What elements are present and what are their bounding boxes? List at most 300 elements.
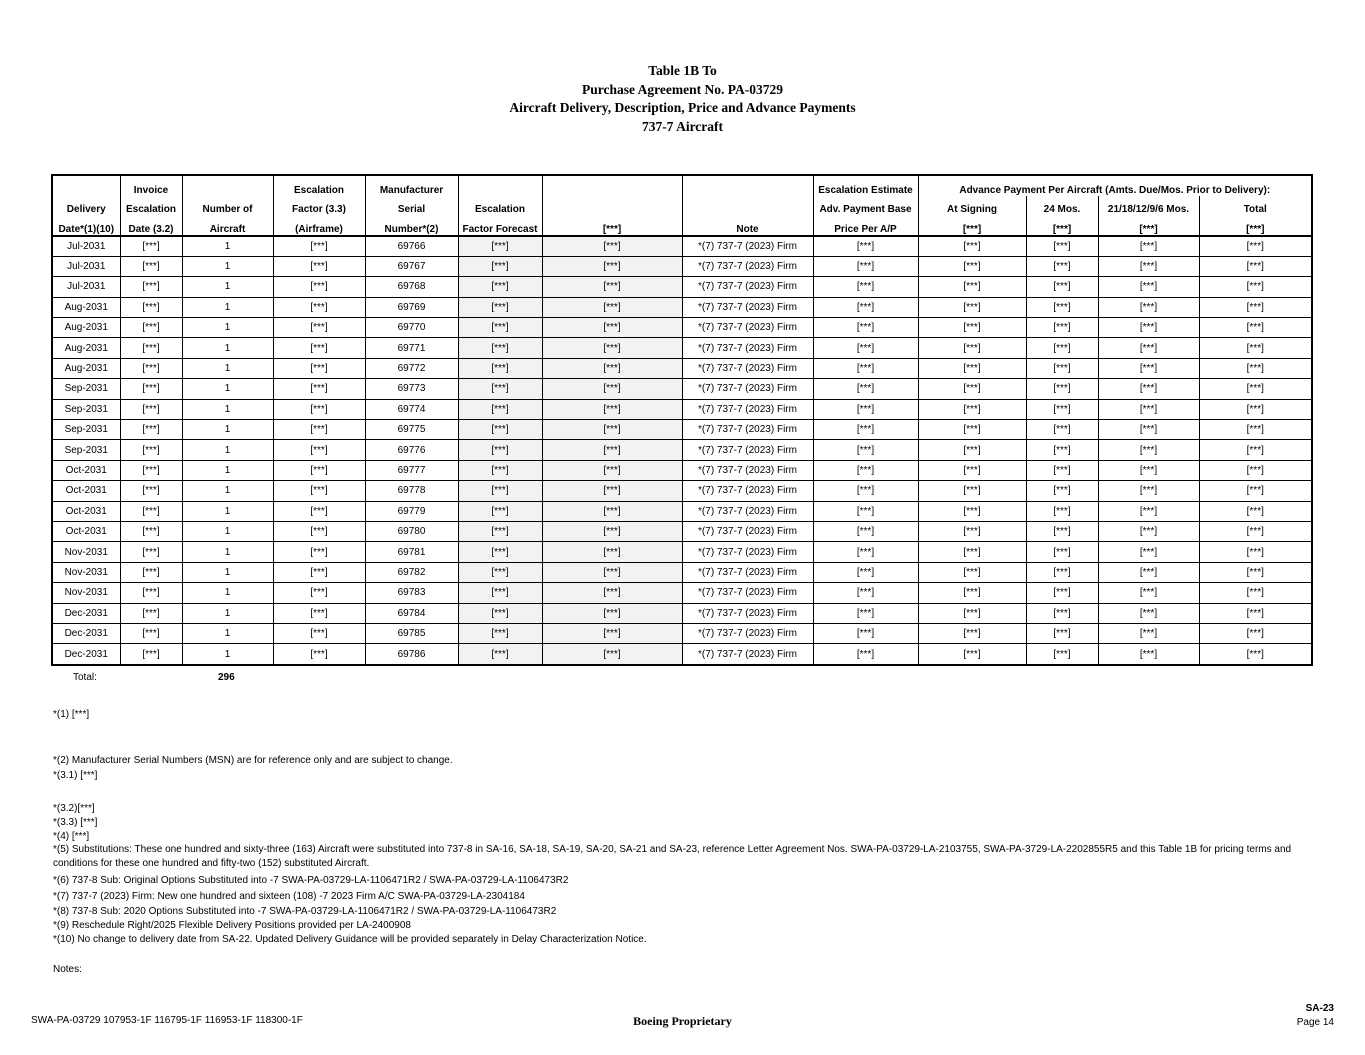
cell-date: Nov-2031 — [52, 583, 120, 603]
cell-at-signing: [***] — [918, 338, 1026, 358]
cell-at-signing: [***] — [918, 358, 1026, 378]
cell-aircraft-count: 1 — [182, 256, 273, 276]
header-invoice-2: Escalation — [120, 196, 182, 216]
cell-invoice-date: [***] — [120, 256, 182, 276]
title-line-4: 737-7 Aircraft — [641, 118, 724, 134]
cell-escalation-forecast: [***] — [458, 318, 542, 338]
header-row-1 — [52, 175, 1312, 196]
cell-date: Aug-2031 — [52, 297, 120, 317]
cell-aircraft-count: 1 — [182, 603, 273, 623]
footer-page-number: Page 14 — [1296, 1017, 1334, 1028]
cell-escalation-forecast: [***] — [458, 440, 542, 460]
cell-redacted-value: [***] — [542, 583, 682, 603]
cell-note: *(7) 737-7 (2023) Firm — [682, 358, 813, 378]
cell-price-per-ap: [***] — [813, 256, 918, 276]
cell-escalation-factor: [***] — [273, 358, 365, 378]
cell-invoice-date: [***] — [120, 542, 182, 562]
cell-aircraft-count: 1 — [182, 562, 273, 582]
cell-escalation-forecast: [***] — [458, 338, 542, 358]
cell-total: [***] — [1199, 338, 1312, 358]
title-line-1: Table 1B To — [648, 63, 717, 78]
cell-total: [***] — [1199, 583, 1312, 603]
cell-escalation-factor: [***] — [273, 583, 365, 603]
cell-redacted-value: [***] — [542, 542, 682, 562]
cell-escalation-forecast: [***] — [458, 399, 542, 419]
cell-invoice-date: [***] — [120, 623, 182, 643]
cell-serial-number: 69772 — [365, 358, 458, 378]
footnote-6: *(6) 737-8 Sub: Original Options Substituted into -7 SWA-PA-03729-LA-1106471R2 / SWA-PA-03729-LA-1106473R2 — [53, 875, 569, 886]
footer-proprietary: Boeing Proprietary — [633, 1014, 732, 1028]
cell-24-mos: [***] — [1026, 297, 1098, 317]
cell-escalation-factor: [***] — [273, 644, 365, 665]
cell-escalation-factor: [***] — [273, 236, 365, 257]
header-note-1 — [682, 175, 813, 196]
cell-multi-mos: [***] — [1098, 338, 1199, 358]
cell-multi-mos: [***] — [1098, 644, 1199, 665]
cell-total: [***] — [1199, 277, 1312, 297]
cell-redacted-value: [***] — [542, 338, 682, 358]
cell-escalation-forecast: [***] — [458, 644, 542, 665]
cell-serial-number: 69785 — [365, 623, 458, 643]
cell-24-mos: [***] — [1026, 338, 1098, 358]
cell-at-signing: [***] — [918, 481, 1026, 501]
cell-note: *(7) 737-7 (2023) Firm — [682, 583, 813, 603]
table-row — [52, 623, 1312, 643]
cell-price-per-ap: [***] — [813, 318, 918, 338]
table-row — [52, 358, 1312, 378]
cell-redacted-value: [***] — [542, 379, 682, 399]
table-row — [52, 256, 1312, 276]
cell-price-per-ap: [***] — [813, 399, 918, 419]
header-esc-forecast-2: Escalation — [458, 196, 542, 216]
cell-at-signing: [***] — [918, 318, 1026, 338]
cell-date: Sep-2031 — [52, 399, 120, 419]
cell-note: *(7) 737-7 (2023) Firm — [682, 623, 813, 643]
cell-24-mos: [***] — [1026, 460, 1098, 480]
cell-at-signing: [***] — [918, 542, 1026, 562]
cell-serial-number: 69777 — [365, 460, 458, 480]
cell-escalation-factor: [***] — [273, 318, 365, 338]
cell-price-per-ap: [***] — [813, 236, 918, 257]
cell-invoice-date: [***] — [120, 277, 182, 297]
header-redacted-1 — [542, 175, 682, 196]
cell-total: [***] — [1199, 623, 1312, 643]
cell-note: *(7) 737-7 (2023) Firm — [682, 542, 813, 562]
cell-total: [***] — [1199, 501, 1312, 521]
delivery-table — [51, 174, 1313, 666]
cell-note: *(7) 737-7 (2023) Firm — [682, 481, 813, 501]
cell-aircraft-count: 1 — [182, 236, 273, 257]
cell-price-per-ap: [***] — [813, 338, 918, 358]
cell-serial-number: 69781 — [365, 542, 458, 562]
table-row — [52, 440, 1312, 460]
cell-redacted-value: [***] — [542, 420, 682, 440]
cell-redacted-value: [***] — [542, 358, 682, 378]
cell-24-mos: [***] — [1026, 501, 1098, 521]
footnote-4: *(4) [***] — [53, 831, 90, 842]
cell-serial-number: 69780 — [365, 521, 458, 541]
cell-serial-number: 69782 — [365, 562, 458, 582]
cell-price-per-ap: [***] — [813, 542, 918, 562]
cell-at-signing: [***] — [918, 460, 1026, 480]
cell-multi-mos: [***] — [1098, 399, 1199, 419]
footnote-9: *(9) Reschedule Right/2025 Flexible Delivery Positions provided per LA-2400908 — [53, 920, 411, 931]
cell-multi-mos: [***] — [1098, 256, 1199, 276]
header-total: Total — [1199, 196, 1312, 216]
cell-serial-number: 69766 — [365, 236, 458, 257]
footnote-3-1: *(3.1) [***] — [53, 770, 98, 781]
cell-date: Nov-2031 — [52, 542, 120, 562]
footnote-8: *(8) 737-8 Sub: 2020 Options Substituted into -7 SWA-PA-03729-LA-1106471R2 / SWA-PA-03729-LA-1106473R2 — [53, 906, 557, 917]
header-note-3: Note — [682, 215, 813, 236]
cell-escalation-forecast: [***] — [458, 236, 542, 257]
cell-redacted-value: [***] — [542, 236, 682, 257]
cell-escalation-forecast: [***] — [458, 379, 542, 399]
header-24-mos-redacted: [***] — [1026, 215, 1098, 236]
table-row — [52, 481, 1312, 501]
cell-note: *(7) 737-7 (2023) Firm — [682, 521, 813, 541]
cell-note: *(7) 737-7 (2023) Firm — [682, 603, 813, 623]
cell-24-mos: [***] — [1026, 399, 1098, 419]
table-row — [52, 277, 1312, 297]
cell-serial-number: 69776 — [365, 440, 458, 460]
footer-page-info — [1297, 1002, 1334, 1030]
cell-invoice-date: [***] — [120, 521, 182, 541]
cell-escalation-factor: [***] — [273, 338, 365, 358]
cell-multi-mos: [***] — [1098, 358, 1199, 378]
cell-at-signing: [***] — [918, 623, 1026, 643]
cell-escalation-factor: [***] — [273, 440, 365, 460]
cell-note: *(7) 737-7 (2023) Firm — [682, 236, 813, 257]
cell-invoice-date: [***] — [120, 603, 182, 623]
footnote-5: *(5) Substitutions: These one hundred and sixty-three (163) Aircraft were substituted into 737-8 in SA-16, SA-18, SA-19, SA-20, SA-21 and SA-23, reference Letter Agreement Nos. SWA-PA-03729-LA-2103755, SWA-PA-3729-LA-2202855R5 and this Table 1B for pricing terms and conditions for these one hundred and fifty-two (152) substituted Aircraft. — [53, 844, 1292, 869]
cell-24-mos: [***] — [1026, 623, 1098, 643]
cell-escalation-factor: [***] — [273, 603, 365, 623]
cell-escalation-forecast: [***] — [458, 501, 542, 521]
cell-at-signing: [***] — [918, 379, 1026, 399]
cell-price-per-ap: [***] — [813, 440, 918, 460]
cell-invoice-date: [***] — [120, 379, 182, 399]
cell-aircraft-count: 1 — [182, 297, 273, 317]
cell-escalation-forecast: [***] — [458, 542, 542, 562]
cell-multi-mos: [***] — [1098, 623, 1199, 643]
cell-total: [***] — [1199, 562, 1312, 582]
cell-date: Oct-2031 — [52, 460, 120, 480]
cell-escalation-forecast: [***] — [458, 521, 542, 541]
cell-total: [***] — [1199, 318, 1312, 338]
notes-label: Notes: — [53, 964, 82, 975]
table-row — [52, 603, 1312, 623]
cell-aircraft-count: 1 — [182, 501, 273, 521]
cell-24-mos: [***] — [1026, 521, 1098, 541]
cell-aircraft-count: 1 — [182, 420, 273, 440]
header-delivery-3: Date*(1)(10) — [52, 215, 120, 236]
table-row — [52, 583, 1312, 603]
cell-multi-mos: [***] — [1098, 318, 1199, 338]
cell-escalation-factor: [***] — [273, 379, 365, 399]
cell-at-signing: [***] — [918, 420, 1026, 440]
cell-escalation-forecast: [***] — [458, 562, 542, 582]
header-multi-mos-redacted: [***] — [1098, 215, 1199, 236]
footer-reference: SWA-PA-03729 107953-1F 116795-1F 116953-1F 118300-1F — [31, 1015, 303, 1026]
cell-total: [***] — [1199, 399, 1312, 419]
cell-invoice-date: [***] — [120, 338, 182, 358]
cell-multi-mos: [***] — [1098, 603, 1199, 623]
cell-multi-mos: [***] — [1098, 562, 1199, 582]
header-number-2: Number of — [182, 196, 273, 216]
header-msn-2: Serial — [365, 196, 458, 216]
cell-multi-mos: [***] — [1098, 440, 1199, 460]
header-esc-factor-3: (Airframe) — [273, 215, 365, 236]
cell-at-signing: [***] — [918, 583, 1026, 603]
cell-price-per-ap: [***] — [813, 521, 918, 541]
cell-total: [***] — [1199, 379, 1312, 399]
cell-price-per-ap: [***] — [813, 460, 918, 480]
cell-multi-mos: [***] — [1098, 481, 1199, 501]
cell-invoice-date: [***] — [120, 420, 182, 440]
cell-aircraft-count: 1 — [182, 338, 273, 358]
total-label: Total: — [73, 672, 97, 683]
cell-redacted-value: [***] — [542, 562, 682, 582]
header-esc-factor-2: Factor (3.3) — [273, 196, 365, 216]
header-esc-estimate-3: Price Per A/P — [813, 215, 918, 236]
cell-aircraft-count: 1 — [182, 583, 273, 603]
cell-aircraft-count: 1 — [182, 358, 273, 378]
header-multi-mos: 21/18/12/9/6 Mos. — [1098, 196, 1199, 216]
cell-escalation-forecast: [***] — [458, 481, 542, 501]
cell-note: *(7) 737-7 (2023) Firm — [682, 460, 813, 480]
cell-serial-number: 69783 — [365, 583, 458, 603]
header-at-signing: At Signing — [918, 196, 1026, 216]
cell-price-per-ap: [***] — [813, 379, 918, 399]
cell-aircraft-count: 1 — [182, 481, 273, 501]
cell-redacted-value: [***] — [542, 623, 682, 643]
cell-price-per-ap: [***] — [813, 481, 918, 501]
cell-note: *(7) 737-7 (2023) Firm — [682, 562, 813, 582]
cell-at-signing: [***] — [918, 236, 1026, 257]
cell-note: *(7) 737-7 (2023) Firm — [682, 338, 813, 358]
cell-24-mos: [***] — [1026, 358, 1098, 378]
cell-at-signing: [***] — [918, 297, 1026, 317]
cell-at-signing: [***] — [918, 440, 1026, 460]
cell-multi-mos: [***] — [1098, 542, 1199, 562]
header-redacted-2 — [542, 196, 682, 216]
header-advance-payment-group: Advance Payment Per Aircraft (Amts. Due/Mos. Prior to Delivery): — [918, 175, 1312, 196]
cell-aircraft-count: 1 — [182, 542, 273, 562]
cell-24-mos: [***] — [1026, 583, 1098, 603]
cell-invoice-date: [***] — [120, 358, 182, 378]
cell-serial-number: 69771 — [365, 338, 458, 358]
table-row — [52, 236, 1312, 257]
cell-invoice-date: [***] — [120, 318, 182, 338]
cell-serial-number: 69779 — [365, 501, 458, 521]
cell-24-mos: [***] — [1026, 256, 1098, 276]
cell-escalation-factor: [***] — [273, 297, 365, 317]
table-row — [52, 501, 1312, 521]
cell-redacted-value: [***] — [542, 256, 682, 276]
cell-24-mos: [***] — [1026, 562, 1098, 582]
cell-24-mos: [***] — [1026, 481, 1098, 501]
cell-price-per-ap: [***] — [813, 501, 918, 521]
table-row — [52, 562, 1312, 582]
cell-price-per-ap: [***] — [813, 583, 918, 603]
cell-total: [***] — [1199, 644, 1312, 665]
cell-date: Sep-2031 — [52, 379, 120, 399]
cell-price-per-ap: [***] — [813, 644, 918, 665]
cell-aircraft-count: 1 — [182, 521, 273, 541]
cell-multi-mos: [***] — [1098, 236, 1199, 257]
cell-multi-mos: [***] — [1098, 521, 1199, 541]
cell-escalation-forecast: [***] — [458, 277, 542, 297]
cell-redacted-value: [***] — [542, 644, 682, 665]
cell-escalation-factor: [***] — [273, 277, 365, 297]
table-row — [52, 399, 1312, 419]
total-value: 296 — [218, 672, 235, 683]
cell-serial-number: 69768 — [365, 277, 458, 297]
cell-total: [***] — [1199, 521, 1312, 541]
cell-redacted-value: [***] — [542, 460, 682, 480]
header-number-3: Aircraft — [182, 215, 273, 236]
footnote-1: *(1) [***] — [53, 709, 90, 720]
cell-serial-number: 69786 — [365, 644, 458, 665]
cell-serial-number: 69778 — [365, 481, 458, 501]
header-number-1 — [182, 175, 273, 196]
title-line-3: Aircraft Delivery, Description, Price and Advance Payments — [509, 100, 856, 115]
cell-multi-mos: [***] — [1098, 460, 1199, 480]
cell-multi-mos: [***] — [1098, 501, 1199, 521]
cell-escalation-factor: [***] — [273, 562, 365, 582]
cell-price-per-ap: [***] — [813, 297, 918, 317]
cell-invoice-date: [***] — [120, 562, 182, 582]
cell-aircraft-count: 1 — [182, 644, 273, 665]
cell-redacted-value: [***] — [542, 603, 682, 623]
cell-at-signing: [***] — [918, 277, 1026, 297]
cell-aircraft-count: 1 — [182, 318, 273, 338]
cell-total: [***] — [1199, 542, 1312, 562]
cell-invoice-date: [***] — [120, 481, 182, 501]
cell-price-per-ap: [***] — [813, 562, 918, 582]
cell-escalation-forecast: [***] — [458, 297, 542, 317]
cell-24-mos: [***] — [1026, 603, 1098, 623]
cell-date: Dec-2031 — [52, 603, 120, 623]
cell-invoice-date: [***] — [120, 399, 182, 419]
cell-date: Jul-2031 — [52, 277, 120, 297]
cell-note: *(7) 737-7 (2023) Firm — [682, 297, 813, 317]
cell-date: Dec-2031 — [52, 623, 120, 643]
cell-redacted-value: [***] — [542, 481, 682, 501]
cell-total: [***] — [1199, 420, 1312, 440]
table-row — [52, 521, 1312, 541]
table-row — [52, 644, 1312, 665]
footer-sa: SA-23 — [1305, 1003, 1334, 1014]
cell-date: Aug-2031 — [52, 358, 120, 378]
cell-escalation-forecast: [***] — [458, 603, 542, 623]
cell-serial-number: 69775 — [365, 420, 458, 440]
cell-date: Oct-2031 — [52, 481, 120, 501]
cell-24-mos: [***] — [1026, 318, 1098, 338]
cell-at-signing: [***] — [918, 562, 1026, 582]
header-invoice-1: Invoice — [120, 175, 182, 196]
cell-aircraft-count: 1 — [182, 379, 273, 399]
cell-date: Aug-2031 — [52, 318, 120, 338]
cell-aircraft-count: 1 — [182, 399, 273, 419]
cell-24-mos: [***] — [1026, 542, 1098, 562]
footnote-10: *(10) No change to delivery date from SA-22. Updated Delivery Guidance will be provided separately in Delay Characterization Notice. — [53, 934, 647, 945]
cell-total: [***] — [1199, 256, 1312, 276]
cell-multi-mos: [***] — [1098, 297, 1199, 317]
table-row — [52, 318, 1312, 338]
cell-escalation-factor: [***] — [273, 256, 365, 276]
cell-escalation-factor: [***] — [273, 521, 365, 541]
cell-escalation-forecast: [***] — [458, 583, 542, 603]
cell-redacted-value: [***] — [542, 297, 682, 317]
cell-date: Sep-2031 — [52, 440, 120, 460]
cell-price-per-ap: [***] — [813, 623, 918, 643]
cell-invoice-date: [***] — [120, 583, 182, 603]
cell-aircraft-count: 1 — [182, 460, 273, 480]
cell-multi-mos: [***] — [1098, 420, 1199, 440]
cell-price-per-ap: [***] — [813, 603, 918, 623]
cell-at-signing: [***] — [918, 399, 1026, 419]
cell-invoice-date: [***] — [120, 297, 182, 317]
cell-note: *(7) 737-7 (2023) Firm — [682, 440, 813, 460]
cell-note: *(7) 737-7 (2023) Firm — [682, 501, 813, 521]
cell-redacted-value: [***] — [542, 440, 682, 460]
cell-price-per-ap: [***] — [813, 420, 918, 440]
cell-aircraft-count: 1 — [182, 277, 273, 297]
cell-aircraft-count: 1 — [182, 623, 273, 643]
header-esc-estimate-1: Escalation Estimate — [813, 175, 918, 196]
cell-escalation-factor: [***] — [273, 399, 365, 419]
cell-escalation-factor: [***] — [273, 542, 365, 562]
cell-escalation-forecast: [***] — [458, 358, 542, 378]
cell-escalation-forecast: [***] — [458, 623, 542, 643]
cell-invoice-date: [***] — [120, 501, 182, 521]
cell-multi-mos: [***] — [1098, 277, 1199, 297]
header-msn-3: Number*(2) — [365, 215, 458, 236]
cell-24-mos: [***] — [1026, 420, 1098, 440]
table-row — [52, 460, 1312, 480]
cell-date: Jul-2031 — [52, 236, 120, 257]
table-body — [52, 236, 1312, 665]
cell-24-mos: [***] — [1026, 277, 1098, 297]
cell-at-signing: [***] — [918, 256, 1026, 276]
header-at-signing-redacted: [***] — [918, 215, 1026, 236]
cell-price-per-ap: [***] — [813, 358, 918, 378]
cell-escalation-forecast: [***] — [458, 460, 542, 480]
cell-note: *(7) 737-7 (2023) Firm — [682, 256, 813, 276]
footnote-7: *(7) 737-7 (2023) Firm: New one hundred and sixteen (108) -7 2023 Firm A/C SWA-PA-03729-LA-2304184 — [53, 891, 525, 902]
cell-date: Oct-2031 — [52, 521, 120, 541]
cell-aircraft-count: 1 — [182, 440, 273, 460]
header-msn-1: Manufacturer — [365, 175, 458, 196]
cell-serial-number: 69767 — [365, 256, 458, 276]
cell-24-mos: [***] — [1026, 644, 1098, 665]
header-total-redacted: [***] — [1199, 215, 1312, 236]
cell-invoice-date: [***] — [120, 460, 182, 480]
header-delivery-1 — [52, 175, 120, 196]
cell-invoice-date: [***] — [120, 644, 182, 665]
table-row — [52, 542, 1312, 562]
cell-serial-number: 69784 — [365, 603, 458, 623]
cell-escalation-factor: [***] — [273, 420, 365, 440]
cell-note: *(7) 737-7 (2023) Firm — [682, 318, 813, 338]
cell-at-signing: [***] — [918, 501, 1026, 521]
cell-serial-number: 69774 — [365, 399, 458, 419]
cell-invoice-date: [***] — [120, 236, 182, 257]
cell-redacted-value: [***] — [542, 521, 682, 541]
header-note-2 — [682, 196, 813, 216]
